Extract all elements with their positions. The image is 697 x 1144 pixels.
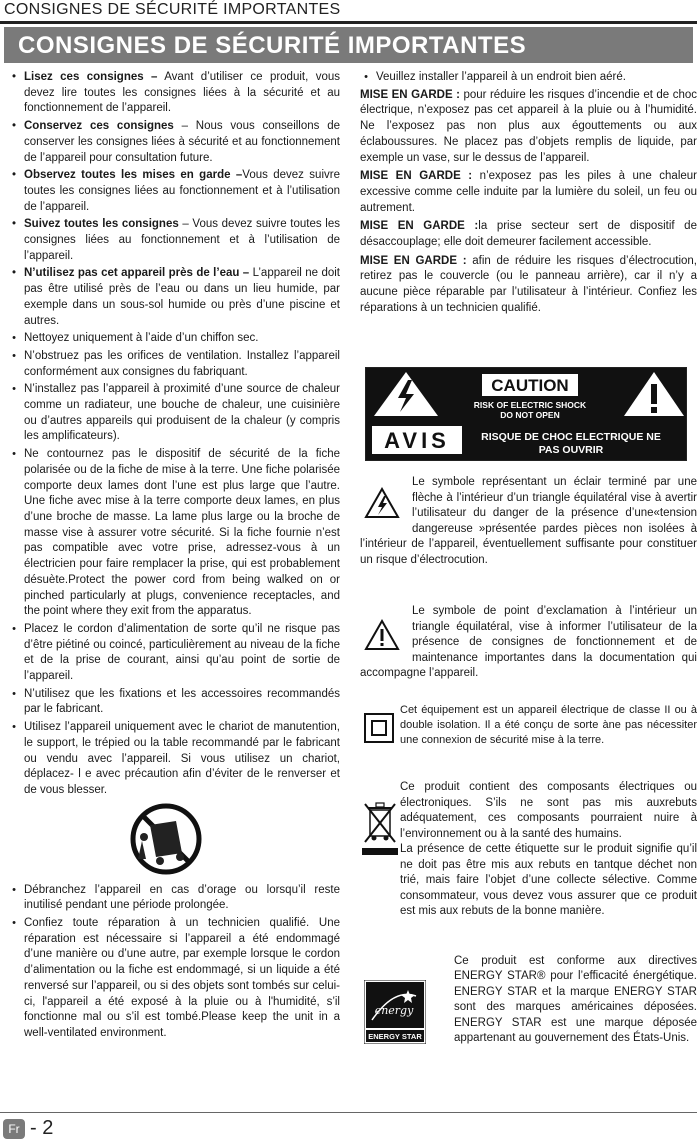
svg-text:energy: energy — [374, 1004, 414, 1017]
weee-text: Ce produit contient des composants électriques ou électroniques. S’ils ne sont pas mis auxrebuts adéquatement, ces composants pourraient nuire à l’environnement ou à la santé des humains. La présence de cette étiquette sur le produit signifie qu’il ne doit pas être mis aux rebuts en tantque déchet non trié, mais faire l’objet d’une collecte sélective. Comme consommateur, vous devez vous assurer que ce produit est mis aux rebuts de la bonne manière. — [400, 781, 697, 917]
caution-risk-line2: DO NOT OPEN — [500, 410, 560, 420]
left-column — [8, 70, 340, 1044]
avis-line1: RISQUE DE CHOC ELECTRIQUE NE — [481, 431, 661, 443]
page-number: - 2 — [30, 1117, 54, 1139]
caution-word: CAUTION — [491, 376, 569, 395]
caution-risk-line1: RISK OF ELECTRIC SHOCK — [473, 400, 587, 410]
header-rule — [0, 21, 697, 24]
banner-title: CONSIGNES DE SÉCURITÉ IMPORTANTES — [18, 32, 527, 59]
list-item: • N’utilisez pas cet appareil près de l’eau – L’appareil ne doit pas être utilisé près de l’eau ou dans un lieu humide, par exemple dans un sous-sol humide ou près d’une piscine et autres. — [11, 267, 340, 327]
running-title: CONSIGNES DE SÉCURITÉ IMPORTANTES — [4, 1, 341, 18]
list-item: • Ne contournez pas le dispositif de sécurité de la fiche polarisée ou de la fiche de mise à la terre. Une fiche polarisée comporte deux lames dont l’une est plus large que l’autre. Une fiche avec mise à la terre comporte deux lames, en plus d’une broche de masse. La lame plus large ou la broche de masse vise à assurer votre sécurité. Si la fiche fournie n’est pas compatible avec votre prise, adressez-vous à un électricien pour faire remplacer la prise, qui est probablement désuète.Protect the power cord from being walked on or pinched particularly at plugs, convenience receptacles, and the point where they exit from the apparatus. — [12, 448, 340, 618]
list-item: • Conservez ces consignes – Nous vous conseillons de conserver les consignes liées à sécurité et au fonctionnement de l’appareil pour consultation future. — [11, 120, 340, 164]
warning-paragraph: MISE EN GARDE : n’exposez pas les piles à une chaleur excessive comme celle induite par la lumière du soleil, un feu ou autrement. — [360, 170, 697, 214]
energy-star-logo — [364, 980, 426, 1044]
list-item: • Veuillez installer l’appareil à un endroit bien aéré. — [364, 71, 626, 83]
list-item: • Suivez toutes les consignes – Vous devez suivre toutes les consignes liées au fonctionnement et à l’utilisation de l’appareil. — [11, 218, 340, 262]
crossed-bin-icon — [362, 798, 398, 856]
exclamation-symbol-text: Le symbole de point d’exclamation à l’intérieur un triangle équilatéral, vise à informer l’utilisateur de la présence de consignes de fonctionnement et de maintenance importantes dans la documentation qui accompagne l’appareil. — [360, 605, 697, 679]
lightning-symbol-text: Le symbole représentant un éclair terminé par une flèche à l’intérieur d’un triangle équilatéral vise à avertir l’utilisateur du danger de la présence d’une«tension dangereuse »présentée pardes pièces non isolées à l’intérieur de l’appareil, éventuellement suffisante pour constituer un risque d’électrocution. — [360, 476, 697, 566]
avis-line2: PAS OUVRIR — [538, 444, 604, 456]
list-item: • N’obstruez pas les orifices de ventilation. Installez l’appareil conformément aux consignes du fabriquant. — [12, 349, 340, 378]
list-item: • Utilisez l’appareil uniquement avec le chariot de manutention, le support, le trépied ou la table recommandé par le fabricant ou vendu avec l’appareil. Si vous utilisez un chariot, déplacez- l e avec précaution afin d’éviter de le renverser et de vous blesser. — [12, 721, 340, 796]
section-banner — [4, 27, 693, 63]
caution-label — [365, 367, 687, 461]
footer-rule — [0, 1112, 697, 1113]
list-item: • Débranchez l’appareil en cas d’orage ou lorsqu’il reste inutilisé pendant une période prolongée. — [12, 883, 340, 912]
class-ii-text: Cet équipement est un appareil électrique de classe II ou à double isolation. Il a été conçu de sorte àne pas nécessiter une connexion de sécurité mise à la terre. — [400, 704, 697, 746]
language-badge: Fr — [3, 1119, 25, 1139]
right-column — [360, 70, 697, 320]
list-item: • Confiez toute réparation à un technicien qualifié. Une réparation est nécessaire si l’appareil a été endommagé d’une manière ou d’une autre, par exemple lorsque le cordon d’alimentation ou la fiche est endommagé, si un liquide a été renversé sur l’appareil, ou si des objets sont tombés sur celui-ci, l'appareil a été exposé à la pluie ou à l'humidité, s’il fonctionne mal ou s’il est tombé.Please keep the unit in a well-ventilated environment. — [12, 917, 340, 1039]
avis-word: AVIS — [384, 428, 450, 453]
list-item: • Nettoyez uniquement à l’aide d’un chiffon sec. — [12, 332, 259, 345]
list-item: • N’installez pas l’appareil à proximité d’une source de chaleur comme un radiateur, une bouche de chaleur, une cuisinière ou d’autres appareils qui produisent de la chaleur (y compris les amplificateurs). — [12, 383, 340, 443]
list-item: • N’utilisez que les fixations et les accessoires recommandés par le fabricant. — [12, 687, 340, 716]
list-item: • Placez le cordon d’alimentation de sorte qu’il ne risque pas d’être piétiné ou coincé, particulièrement au niveau de la fiche et de la prise de courant, ainsi qu’au point de sortie de l’appareil. — [12, 622, 340, 683]
double-insulation-icon — [364, 713, 394, 743]
list-item: • Observez toutes les mises en garde –Vous devez suivre toutes les consignes liées au fonctionnement et à l’utilisation de l’appareil. — [11, 169, 340, 213]
warning-paragraph: MISE EN GARDE : afin de réduire les risques d’électrocution, retirez pas le couvercle (ou le panneau arrière), car il n’y a aucune pièce réparable par l’utilisateur à l’intérieur. Confiez les réparations à un technicien qualifié. — [360, 254, 697, 314]
list-item: • Lisez ces consignes – Avant d’utiliser ce produit, vous devez lire toutes les consignes liées à la sécurité et au fonctionnement de l’appareil. — [11, 71, 340, 115]
warning-paragraph: MISE EN GARDE : pour réduire les risques d’incendie et de choc électrique, n’exposez pas cet appareil à la pluie ou à l’humidité. Ne l’exposez pas non plus aux égouttements ou aux éclaboussures. Ne placez pas d’objets remplis de liquide, par exemple un vase, sur le dessus de l’appareil. — [360, 88, 697, 164]
svg-text:ENERGY STAR: ENERGY STAR — [368, 1032, 422, 1041]
warning-paragraph: MISE EN GARDE :la prise secteur sert de dispositif de désaccouplage; elle doit demeurer facilement accessible. — [360, 220, 697, 249]
cart-tipover-warning-icon — [120, 803, 212, 875]
energy-star-text: Ce produit est conforme aux directives ENERGY STAR® pour l’efficacité énergétique. ENERGY STAR et la marque ENERGY STAR sont des marques américaines déposées. ENERGY STAR est une marque déposée appartenant au gouvernement des États-Unis. — [454, 955, 697, 1045]
